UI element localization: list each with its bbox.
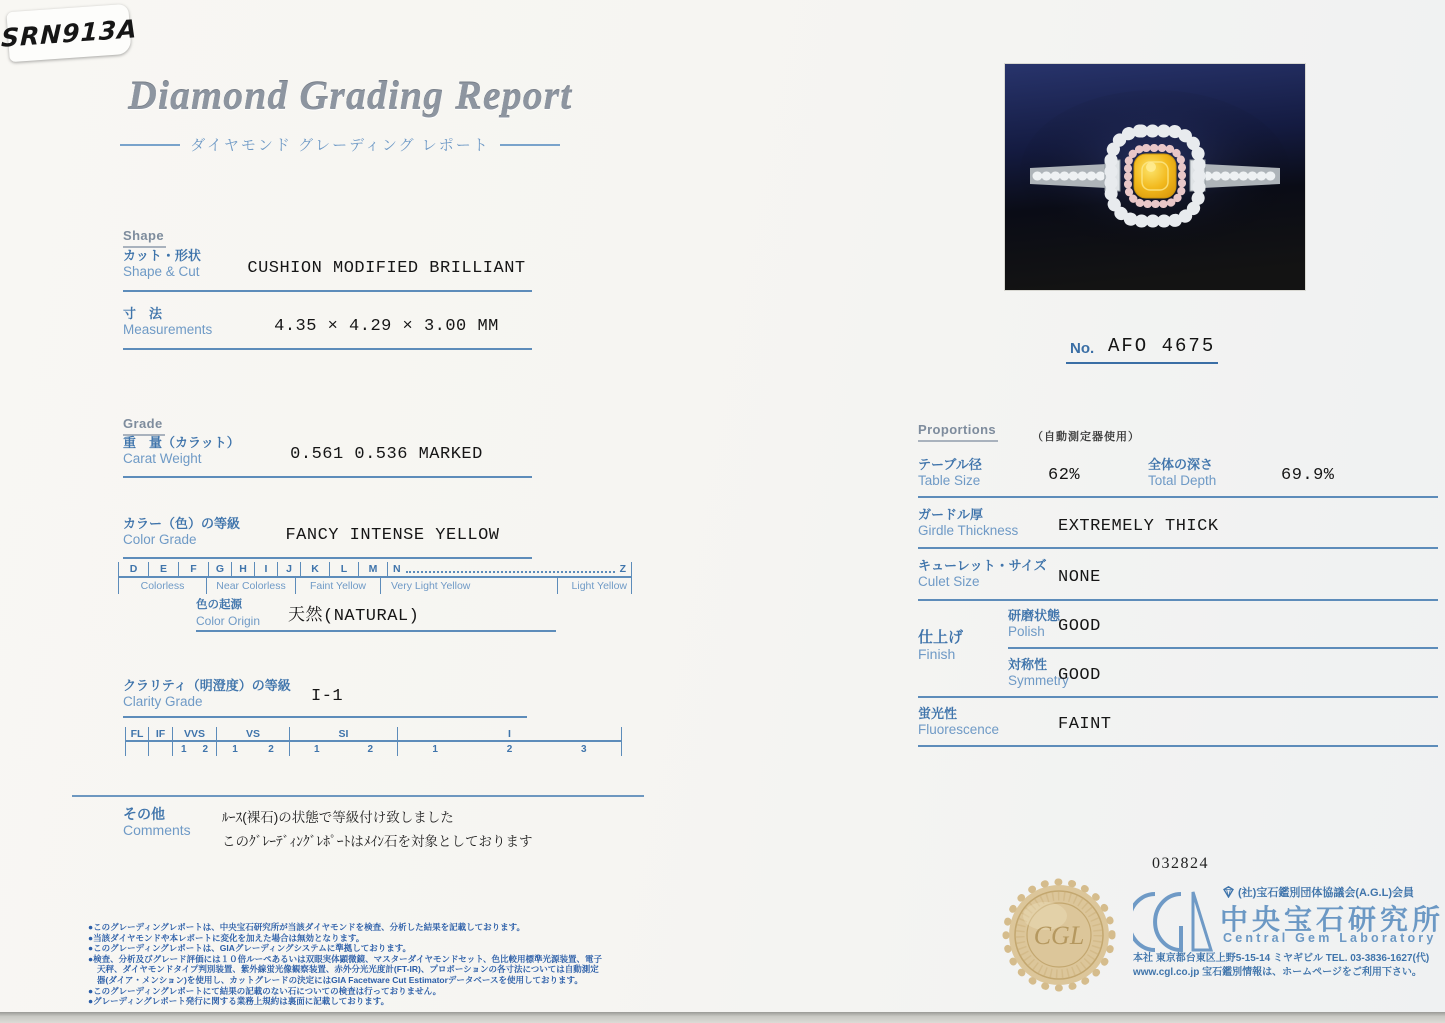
color-letter: D — [119, 562, 149, 576]
report-subtitle-jp: ダイヤモンド グレーディング レポート — [190, 137, 490, 154]
row-culet — [918, 556, 1438, 601]
table-size-value: 62% — [1048, 466, 1081, 485]
clarity-group-label: SI — [290, 727, 398, 740]
report-no-value: AFO 4675 — [1108, 335, 1216, 357]
fine-print-note: ●当該ダイヤモンドや本レポートに変化を加えた場合は無効となります。 — [88, 932, 365, 943]
yellow-center-stone — [1134, 154, 1176, 198]
finish-label-en: Finish — [918, 646, 956, 662]
color-scale-dots — [406, 571, 615, 573]
section-heading-proportions: Proportions — [918, 422, 998, 442]
fine-print-note: ●検査、分析及びグレード評価には１０倍ルーペあるいは双眼実体顕微鏡、マスターダイヤモンドセット、色比較用標準光源装置、電子天秤、ダイヤモンドタイプ判別装置、紫外線蛍光像観察装置、赤外分光光度計(FT-IR)、プロポーションの各寸法については自動測定器(ダイア・メンション)を使用し、カットグレードの決定にはGIA Facetware Cut Estimatorデータベースを使用しております。 — [88, 953, 602, 985]
row-table-total — [918, 455, 1438, 498]
color-letter-range — [388, 562, 631, 576]
fine-print-note: ●このグレーディングレポートにて結果の記載のない石についての検査は行っておりません。 — [88, 985, 442, 996]
symmetry-label-en: Symmetry — [1008, 673, 1069, 688]
color-grade-value: FANCY INTENSE YELLOW — [285, 526, 500, 545]
gold-seal-icon — [1000, 876, 1118, 994]
table-size-label-en: Table Size — [918, 473, 981, 488]
girdle-label-en: Girdle Thickness — [918, 523, 1019, 538]
subtitle-left-rule — [120, 144, 180, 146]
color-letter: H — [232, 562, 255, 576]
color-letter: F — [179, 562, 209, 576]
color-scale-letters — [118, 562, 632, 578]
clarity-group-label: IF — [149, 727, 173, 740]
report-subtitle-row — [120, 134, 560, 155]
polish-label-jp: 研磨状態 — [1008, 608, 1061, 623]
section-heading-shape: Shape — [123, 228, 166, 248]
report-title: Diamond Grading Report — [128, 73, 573, 118]
row-girdle — [918, 505, 1438, 549]
fine-print-note: ●グレーディングレポート発行に関する業務上規約は裏面に記載しております。 — [88, 996, 390, 1007]
color-group-label: Faint Yellow — [296, 578, 381, 594]
culet-label-en: Culet Size — [918, 574, 980, 589]
symmetry-value: GOOD — [1058, 666, 1101, 685]
measurements-value: 4.35 × 4.29 × 3.00 MM — [274, 316, 499, 336]
clarity-group-label: FL — [126, 727, 149, 740]
field-measurements — [123, 304, 532, 350]
scan-bottom-edge — [0, 1012, 1445, 1023]
clarity-grade-scale — [125, 727, 622, 756]
color-group-label: Near Colorless — [207, 578, 296, 594]
clarity-sub-vs: 1 2 — [217, 742, 290, 756]
clarity-sub-blank — [126, 742, 149, 756]
total-depth-value: 69.9% — [1281, 466, 1335, 485]
row-symmetry — [918, 655, 1438, 698]
carat-weight-label-en: Carat Weight — [123, 451, 202, 466]
fluorescence-value: FAINT — [1058, 715, 1112, 734]
comments-label — [123, 806, 191, 838]
table-size-label-jp: テーブル径 — [918, 457, 982, 472]
inventory-sticker — [0, 4, 138, 62]
fine-print-note: ●このグレーディングレポートは、GIAグレーディングシステムに準拠しております。 — [88, 943, 412, 954]
color-letter: G — [209, 562, 232, 576]
carat-weight-label-jp: 重 量（カラット） — [123, 435, 240, 450]
carat-weight-value: 0.561 0.536 MARKED — [290, 445, 483, 464]
comment-line-2: このｸﾞﾚｰﾃﾞｨﾝｸﾞﾚﾎﾟｰﾄはﾒｲﾝ石を対象としております — [222, 834, 533, 849]
sticker-code: SRN913A — [0, 13, 138, 53]
color-origin-label-jp: 色の起源 — [196, 599, 242, 611]
color-origin-value: 天然(NATURAL) — [288, 606, 420, 626]
comments-label-jp: その他 — [123, 806, 165, 822]
cgl-logo-icon — [1133, 886, 1213, 958]
section-heading-grade: Grade — [123, 416, 165, 436]
color-letter: M — [359, 562, 388, 576]
shape-cut-label-en: Shape & Cut — [123, 264, 200, 279]
clarity-group-label: VS — [217, 727, 290, 740]
clarity-sub-blank — [149, 742, 173, 756]
total-depth-label-en: Total Depth — [1148, 473, 1217, 488]
serial-number: 032824 — [1152, 855, 1209, 872]
auto-measure-note: （自動測定器使用） — [1032, 431, 1140, 443]
row-polish — [1008, 606, 1438, 649]
field-clarity-grade — [123, 676, 527, 718]
clarity-sub-i: 1 2 3 — [432, 743, 587, 755]
color-grade-scale — [118, 562, 632, 594]
ring-photo — [1005, 64, 1305, 290]
clarity-scale-groups — [125, 727, 622, 742]
row-fluorescence — [918, 704, 1438, 747]
color-letter-z: Z — [619, 563, 626, 575]
color-letter-n: N — [393, 563, 401, 575]
polish-value: GOOD — [1058, 617, 1101, 636]
shape-cut-value: CUSHION MODIFIED BRILLIANT — [247, 258, 526, 278]
company-address: 本社 東京都台東区上野5-15-14 ミヤギビル TEL. 03-3836-1627(代) — [1133, 953, 1430, 964]
clarity-sub-vvs: 1 2 — [173, 742, 217, 756]
color-scale-groups — [118, 578, 632, 594]
measurements-label-jp: 寸 法 — [123, 306, 163, 321]
cgl-gold-seal — [1000, 876, 1118, 999]
comments-label-en: Comments — [123, 822, 191, 838]
polish-label-en: Polish — [1008, 624, 1045, 639]
fine-print-notes — [88, 922, 606, 1007]
color-grade-label-en: Color Grade — [123, 532, 197, 547]
company-name-en: Central Gem Laboratory — [1223, 931, 1437, 945]
color-letter: I — [255, 562, 278, 576]
color-group-label: Light Yellow — [571, 580, 627, 592]
field-shape-cut — [123, 246, 532, 292]
clarity-sub-si: 1 2 — [290, 742, 398, 756]
company-website: www.cgl.co.jp 宝石鑑別情報は、ホームページをご利用下さい。 — [1133, 967, 1422, 978]
report-no-label: No. — [1070, 340, 1095, 357]
clarity-scale-numbers — [125, 742, 622, 756]
color-letter: L — [330, 562, 359, 576]
color-group-label: Very Light Yellow — [381, 578, 558, 594]
total-depth-label-jp: 全体の深さ — [1148, 457, 1214, 472]
finish-label-jp: 仕上げ — [918, 629, 964, 646]
field-color-grade — [123, 514, 532, 559]
clarity-grade-value: I-1 — [311, 686, 344, 706]
clarity-grade-label-jp: クラリティ（明澄度）の等級 — [123, 678, 291, 693]
color-letter: K — [301, 562, 330, 576]
color-letter: J — [278, 562, 301, 576]
shape-cut-label-jp: カット・形状 — [123, 248, 201, 263]
measurements-label-en: Measurements — [123, 322, 213, 337]
clarity-group-label: I — [508, 728, 511, 740]
ring-photo-image — [1005, 64, 1305, 290]
agl-member-text: (社)宝石鑑別団体協議会(A.G.L)会員 — [1238, 887, 1414, 899]
svg-text:CGL: CGL — [1033, 921, 1085, 950]
company-name-jp: 中央宝石研究所 — [1220, 904, 1445, 935]
color-origin-label-en: Color Origin — [196, 614, 261, 628]
subtitle-right-rule — [500, 144, 560, 146]
comments-divider — [72, 795, 644, 797]
culet-label-jp: キューレット・サイズ — [918, 558, 1047, 573]
fluorescence-label-en: Fluorescence — [918, 722, 1000, 737]
culet-value: NONE — [1058, 568, 1101, 587]
fluorescence-label-jp: 蛍光性 — [918, 706, 958, 721]
clarity-grade-label-en: Clarity Grade — [123, 694, 203, 709]
color-letter: E — [149, 562, 179, 576]
color-group-label: Colorless — [119, 578, 207, 594]
report-no-underline — [1066, 362, 1218, 364]
girdle-value: EXTREMELY THICK — [1058, 516, 1219, 536]
girdle-label-jp: ガードル厚 — [918, 507, 984, 522]
fine-print-note: ●このグレーディングレポートは、中央宝石研究所が当該ダイヤモンドを検査、分析した結果を記載しております。 — [88, 922, 525, 932]
diamond-icon — [1222, 886, 1235, 898]
field-color-origin — [196, 595, 556, 632]
color-grade-label-jp: カラー（色）の等級 — [123, 516, 241, 531]
comment-line-1: ﾙｰｽ(裸石)の状態で等級付け致しました — [222, 810, 454, 825]
clarity-group-label: VVS — [173, 727, 217, 740]
field-carat-weight — [123, 433, 532, 478]
symmetry-label-jp: 対称性 — [1008, 657, 1048, 672]
